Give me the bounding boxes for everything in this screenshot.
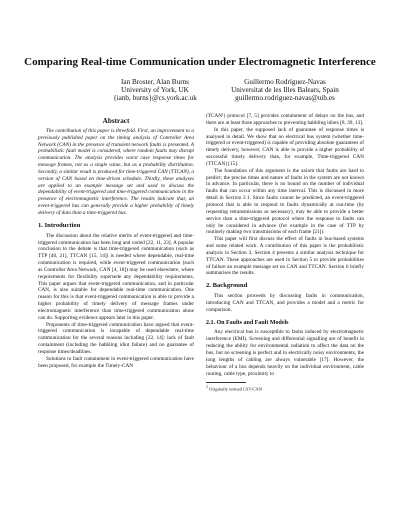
section-2-1-heading: 2.1. On Faults and Fault Models [206,319,289,326]
author-affiliation: Universitat de les Illes Balears, Spain [231,86,339,95]
footnote-number: 1 [206,384,208,390]
background-paragraph: This section proceeds by discussing faults in communication, introducing CAN and TTCAN, and provides a model and a metric for comparison. [206,293,364,313]
body-paragraph: In this paper, the supposed lack of guarantee of response times is analysed in detail. We show that no electrical bus system (whether time-triggered or event-triggered) is capable of providing absolute guarantees of timely delivery, however, CAN is able to provide a higher probability of successful timely delivery than, for example, Time-triggered CAN (TTCAN) [15]. [206,126,364,167]
footnote [206,384,364,393]
paper-title: Comparing Real-time Communication under Electromagnetic Interference [24,56,376,68]
author-block-2 [205,78,365,103]
body-paragraph: The foundation of this argument is the axiom that faults are hard to predict; the precise times and nature of faults in the system are not known in advance. In particular, there is no bound on the number of individual faults that can occur within any time interval. This is discussed in more detail in Section 2.1. Since faults cannot be predicted, an event-triggered protocol that is able to respond to faults dynamically at run-time (by requesting retransmissions as necessary), may be able to provide a better service than a time-triggered protocol where the response to faults can only be considered in advance (for example in the case of TTP by routinely making two transmissions of each frame [21]). [206,167,364,236]
footnote-text: Originally termed LST-CAN [209,386,263,392]
author-names: Ian Broster, Alan Burns [121,78,189,86]
body-paragraph: This paper will first discuss the effect of faults in bus-based systems and some related work. A contribution of this paper is the probabilistic analysis in Section 3. Section 4 presents a similar analysis technique for TTCAN. These approaches are used in Section 5 to provide probabilities of failure an example message set on CAN and TTCAN. Section 6 briefly summarises the results. [206,236,364,277]
section-1-heading: 1. Introduction [38,221,81,229]
right-column [206,113,364,393]
author-affiliation: University of York, UK [121,86,189,95]
footnote-rule [206,382,246,383]
left-column [38,118,194,370]
abstract-heading: Abstract [102,117,130,125]
section-2-heading: 2. Background [206,282,248,290]
intro-paragraph: Solutions to fault containment in event-triggered communication have been proposed, for example the Timely-CAN [38,355,194,369]
abstract-text: The contribution of this paper is threefold. First, an improvement to a previously published paper on the timing analysis of Controller Area Network (CAN) in the presence of transient network faults is presented. A probabilistic fault model is considered, where random faults may disrupt communication. The analysis provides worst case response times for message frames, not as a single value, but as a probability distribution. Secondly, a similar result is produced for time-triggered CAN (TTCAN), a version of CAN based on time-driven schedule. Thirdly, these analyses are applied to an example message set and used to discuss the dependability of event-triggered and time-triggered communication in the presence of electromagnetic interference. The results indicate that, an event-triggered bus can generally provide a higher probability of timely delivery of data than a time-triggered bus. [38,127,194,216]
author-names: Guillermo Rodríguez-Navas [244,78,326,86]
author-block-1 [95,78,215,103]
intro-paragraph: Proponents of time-triggered communication have argued that event-triggered communication is incapable of dependable real-time communication for the several reasons including [22, 14]: lack of fault containment (including the babbling idiot failure) and no guarantee of response times/deadlines. [38,321,194,355]
faults-paragraph: Any electrical bus is susceptible to faults induced by electromagnetic interference (EMI). Screening and differential signalling are of benefit in reducing the ability for environmental radiation to affect the data on the bus, but no screening is perfect and in electrically noisy environments, the long lengths of cabling are always vulnerable [17]. However, the behaviour of a bus depends heavily on the individual environment, cable routing, cable type, proximity to [206,329,364,377]
intro-paragraph: The discussion about the relative merits of event-triggered and time-triggered communication has been long and varied [22, 11, 23]. A popular conclusion to the debate is that time-triggered communication (such as TTP [40, 21], TTCAN [15, 14]) is needed where dependable, real-time communication is required, while event-triggered communication (such as Controller Area Network, CAN [4, 18]) may be used elsewhere, where requirements for flexibility supersede any dependability requirements. This paper argues that event-triggered communication, and in particular CAN, is also suitable for dependable real-time communication. One reason for this is that event-triggered communication is able to provide a higher probability of timely delivery of message frames under electromagnetic interference than time-triggered communication alone can do. Supporting evidence appears later in this paper. [38,232,194,321]
author-email: guillermo.rodriguez-navas@uib.es [235,94,335,103]
author-email: {ianb, burns}@cs.york.ac.uk [113,94,197,103]
body-paragraph: (TCAN¹) protocol [7, 5] provides containment of delays on the bus, and there are at least three approaches to preventing babbling idiots [8, 39, 13]. [206,113,364,126]
